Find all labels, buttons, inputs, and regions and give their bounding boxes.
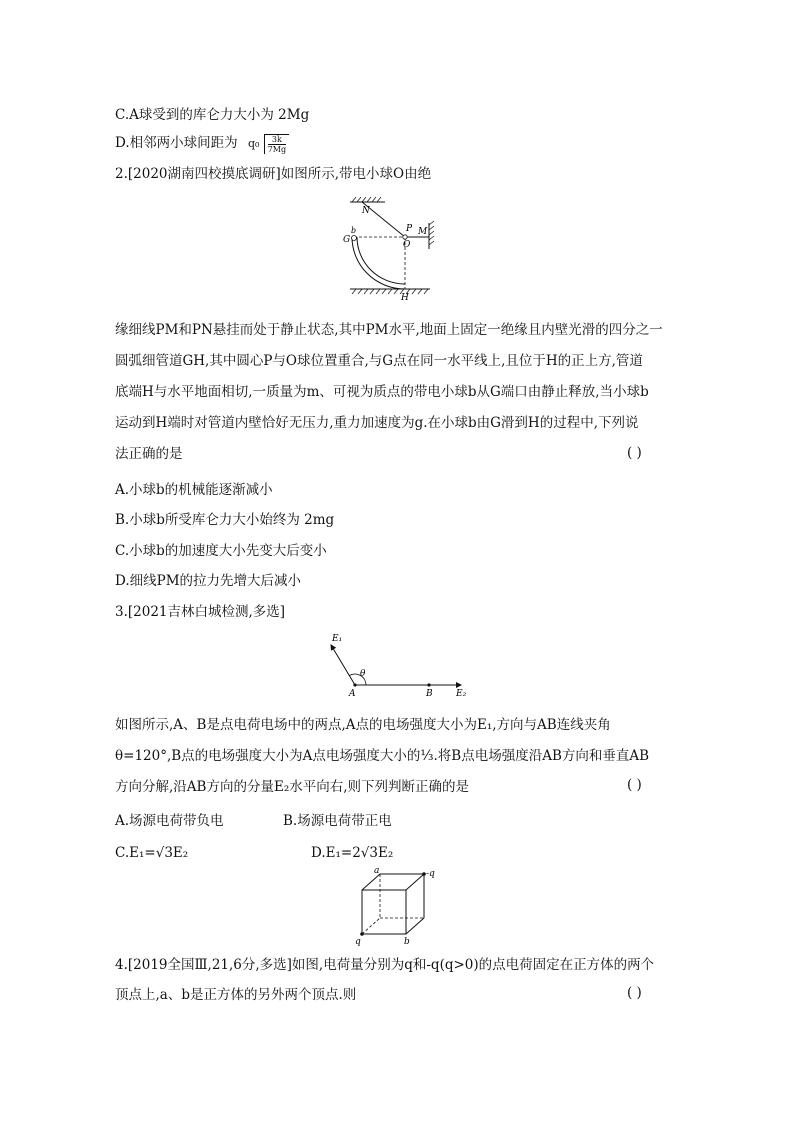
q2-option-a: A.小球b的机械能逐渐减小 — [115, 482, 273, 498]
q2-answer-paren: ( ) — [627, 445, 642, 461]
q2-body-line: 缘细线PM和PN悬挂而处于静止状态,其中PM水平,地面上固定一绝缘且内壁光滑的四分之一 — [115, 322, 663, 338]
label-a: a — [374, 866, 380, 876]
label-minus-q: -q — [426, 869, 435, 879]
label-e2: E₂ — [456, 689, 467, 699]
q1-option-d — [115, 133, 289, 154]
e1-arrow — [331, 645, 355, 685]
label-b: B — [426, 689, 433, 699]
q3-body-line3: 方向分解,沿AB方向的分量E₂水平向右,则下列判断正确的是 — [115, 779, 470, 795]
q3-body-line1: 如图所示,A、B是点电荷电场中的两点,A点的电场强度大小为E₁,方向与AB连线夹角 — [115, 717, 611, 733]
q3-answer-paren: ( ) — [627, 777, 642, 793]
q4-line2: 顶点上,a、b是正方体的另外两个顶点.则 — [115, 987, 357, 1003]
ball-o — [403, 235, 407, 239]
label-m: M — [418, 227, 428, 237]
ball-b — [352, 236, 357, 241]
q3-body-line2: θ=120°,B点的电场强度大小为A点电场强度大小的⅓.将B点电场强度沿AB方向和垂直AB — [115, 748, 650, 764]
q2-option-d: D.细线PM的拉力先增大后减小 — [115, 573, 302, 589]
q1-option-d-text: D.相邻两小球间距为 — [115, 135, 238, 151]
q2-body-line: 法正确的是 — [115, 446, 183, 462]
ceiling-hatch — [352, 197, 381, 202]
q4-cube-figure — [350, 866, 440, 946]
label-h: H — [401, 293, 409, 301]
label-theta: θ — [360, 669, 366, 679]
q2-option-b: B.小球b所受库仑力大小始终为 2mg — [115, 512, 335, 528]
label-q: q — [355, 937, 361, 946]
ground-hatch — [352, 289, 428, 294]
label-e1: E₁ — [332, 634, 343, 644]
q2-header: 2.[2020湖南四校摸底调研]如图所示,带电小球O由绝 — [115, 166, 432, 182]
q3-option-d: D.E₁=2√3E₂ — [311, 845, 394, 861]
label-p: P — [406, 224, 413, 234]
point-b — [427, 683, 430, 686]
q3-figure — [325, 628, 475, 703]
cube-front-face — [362, 890, 406, 934]
charge-q — [360, 932, 364, 936]
q3-header: 3.[2021吉林白城检测,多选] — [115, 604, 286, 620]
cube-hidden-edge — [362, 918, 380, 934]
q2-option-c: C.小球b的加速度大小先变大后变小 — [115, 543, 327, 559]
sqrt-denominator: 7Mg — [267, 144, 287, 154]
sqrt-numerator: 3k — [268, 135, 286, 145]
point-a — [353, 683, 356, 686]
q4-line1: 4.[2019全国Ⅲ,21,6分,多选]如图,电荷量分别为q和-q(q>0)的点电荷固定在正方体的两个 — [115, 957, 655, 973]
label-b: b — [404, 937, 410, 946]
q1-option-d-q0: q₀ — [247, 137, 260, 150]
sqrt-fraction — [264, 134, 289, 154]
q2-body-line: 圆弧细管道GH,其中圆心P与O球位置重合,与G点在同一水平线上,且位于H的正上方,管道 — [115, 353, 643, 369]
cube-edge — [406, 918, 424, 934]
q1-option-c: C.A球受到的库仑力大小为 2Mg — [115, 107, 310, 123]
label-n: N — [362, 206, 370, 216]
wall-hatch — [429, 221, 434, 245]
tube-outer — [352, 237, 405, 289]
q4-answer-paren: ( ) — [627, 985, 642, 1001]
q2-body-line: 运动到H端时对管道内壁恰好无压力,重力加速度为g.在小球b由G滑到H的过程中,下列说 — [115, 415, 639, 431]
label-a: A — [349, 689, 356, 699]
q2-body-line: 底端H与水平地面相切,一质量为m、可视为质点的带电小球b从G端口由静止释放,当小球b — [115, 384, 649, 400]
label-g: G — [343, 235, 351, 245]
q2-figure — [340, 196, 440, 301]
q3-option-b: B.场源电荷带正电 — [283, 813, 392, 829]
cube-edge — [406, 874, 424, 890]
q3-option-a: A.场源电荷带负电 — [115, 813, 224, 829]
tube-inner — [357, 237, 405, 284]
label-b: b — [351, 226, 357, 235]
label-o: O — [403, 240, 411, 250]
cube-edge — [362, 874, 380, 890]
q3-option-c: C.E₁=√3E₂ — [115, 845, 189, 861]
q2-body — [115, 315, 685, 470]
